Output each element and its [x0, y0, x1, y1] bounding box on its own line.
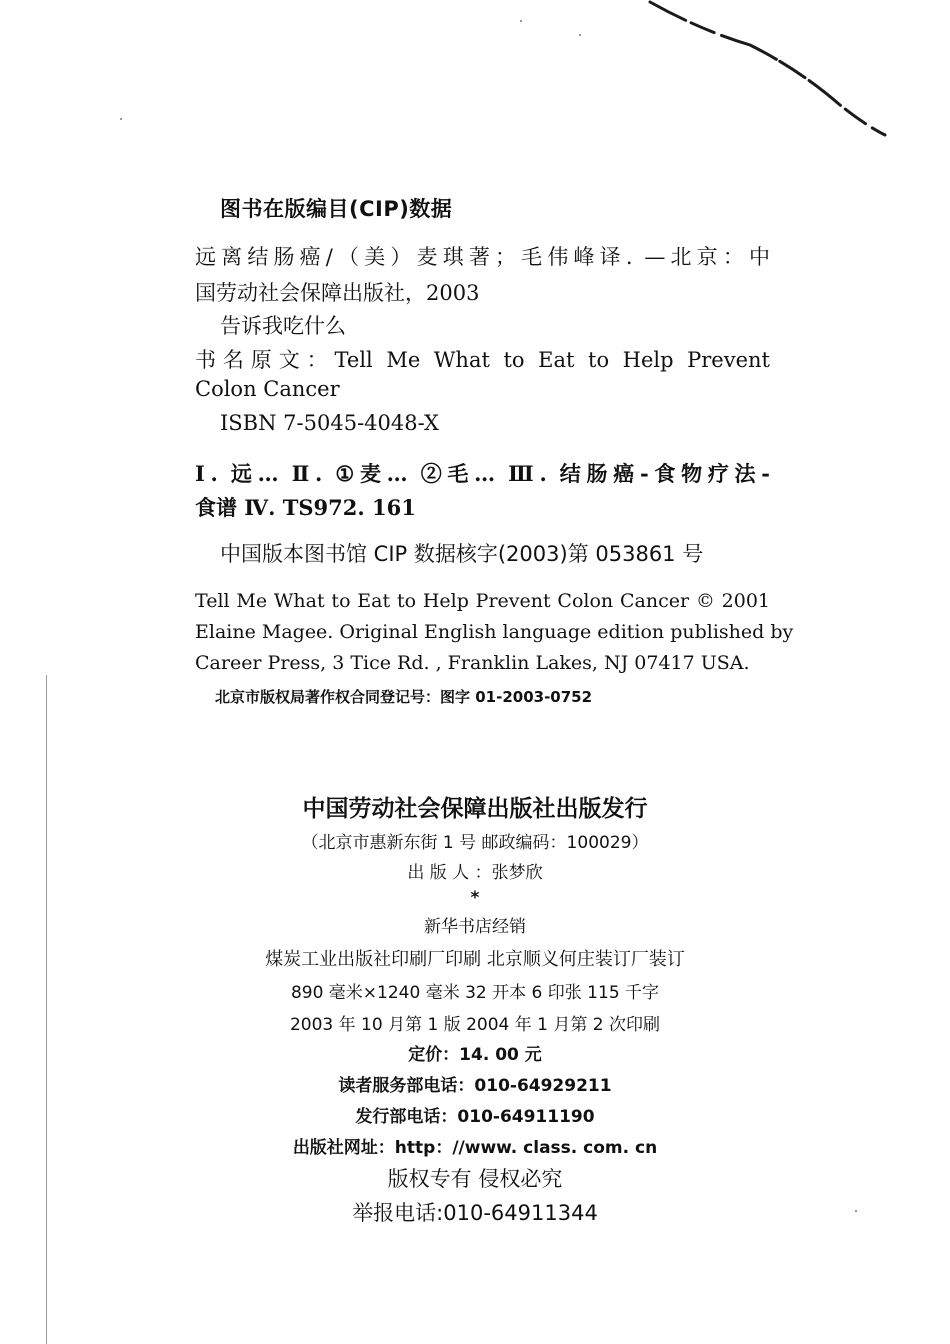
edition-info: 2003 年 10 月第 1 版 2004 年 1 月第 2 次印刷	[289, 1015, 661, 1035]
rights-line: Elaine Magee. Original English language edition published by	[195, 621, 794, 643]
cip-subjects: Ⅰ. 远… Ⅱ. ①麦… ②毛… Ⅲ. 结肠癌-食物疗法-	[195, 461, 770, 486]
distribution-phone: 发行部电话：010-64911190	[355, 1107, 595, 1127]
cip-title: 图书在版编目(CIP)数据	[220, 197, 453, 221]
scan-speck	[520, 20, 522, 22]
separator-star: *	[470, 888, 480, 908]
cip-number: 中国版本图书馆 CIP 数据核字(2003)第 053861 号	[220, 542, 704, 566]
cip-entry-line: 国劳动社会保障出版社，2003	[195, 281, 480, 305]
cip-entry-line: 远离结肠癌/（美）麦琪著；毛伟峰译. —北京：中	[195, 245, 770, 269]
publisher-name: 中国劳动社会保障出版社出版发行	[302, 796, 648, 822]
cip-subjects: 食谱 Ⅳ. TS972. 161	[195, 495, 416, 520]
copyright-registration: 北京市版权局著作权合同登记号：图字 01-2003-0752	[215, 688, 593, 706]
cip-original-title: 书名原文：Tell Me What to Eat to Help Prevent	[195, 348, 770, 372]
scan-speck	[579, 34, 581, 36]
cip-isbn: ISBN 7-5045-4048-X	[220, 411, 439, 435]
price: 定价：14. 00 元	[408, 1045, 542, 1065]
publisher-address: （北京市惠新东街 1 号 邮政编码：100029）	[301, 833, 649, 853]
reader-service-phone: 读者服务部电话：010-64929211	[338, 1076, 612, 1096]
rights-line: Career Press, 3 Tice Rd. , Franklin Lakes, NJ 07417 USA.	[195, 652, 750, 674]
copyright-notice: 版权专有 侵权必究	[387, 1167, 563, 1191]
scan-speck	[120, 118, 122, 120]
scan-artifact-stroke	[640, 0, 890, 150]
distributor: 新华书店经销	[424, 917, 526, 937]
publisher-person: 出 版 人 ：张梦欣	[407, 863, 543, 883]
printers: 煤炭工业出版社印刷厂印刷 北京顺义何庄装订厂装订	[265, 949, 685, 970]
rights-line: Tell Me What to Eat to Help Prevent Colon Cancer © 2001	[195, 590, 770, 612]
report-phone: 举报电话:010-64911344	[352, 1201, 598, 1225]
publisher-website: 出版社网址：http：//www. class. com. cn	[292, 1138, 658, 1158]
book-format: 890 毫米×1240 毫米 32 开本 6 印张 115 千字	[290, 983, 660, 1003]
cip-series: 告诉我吃什么	[220, 314, 346, 338]
cip-original-title: Colon Cancer	[195, 377, 340, 401]
